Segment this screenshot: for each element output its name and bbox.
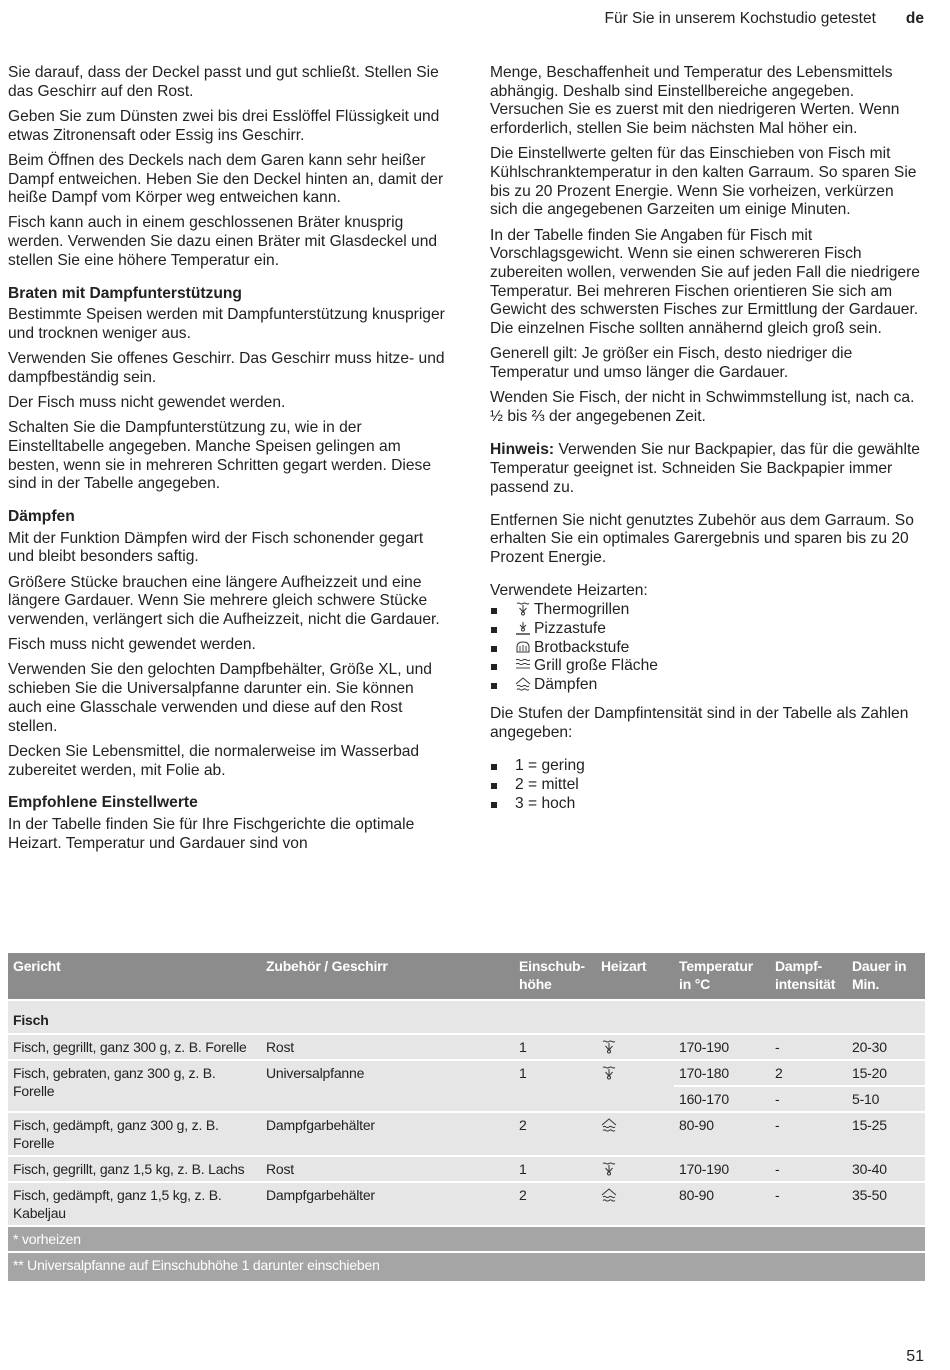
- table-row: [8, 1112, 925, 1156]
- table-group-row: [8, 1000, 925, 1034]
- paragraph: Fisch muss nicht gewendet werden.: [8, 636, 256, 654]
- dish-cell: Fisch, gegrillt, ganz 1,5 kg, z. B. Lachs: [8, 1156, 261, 1182]
- list-item: [490, 676, 922, 695]
- temperature-cell: 80-90: [674, 1182, 770, 1226]
- duration-cell: 30-40: [847, 1156, 925, 1182]
- paragraph: Die Stufen der Dampfintensität sind in der Tabelle als Zahlen angegeben:: [490, 705, 909, 741]
- column-header: Gericht: [8, 953, 261, 1000]
- steam-cell: -: [770, 1112, 847, 1156]
- left-column: [8, 64, 448, 860]
- thermogrill-icon: [601, 1040, 617, 1054]
- level-cell: 2: [514, 1112, 596, 1156]
- heating-cell: [596, 1182, 674, 1226]
- level-cell: 1: [514, 1156, 596, 1182]
- column-header: Einschub- höhe: [514, 953, 596, 1000]
- paragraph: In der Tabelle finden Sie für Ihre Fischgerichte die optimale Heizart. Temperatur und Gardauer sind von: [8, 815, 415, 852]
- list-item: 3 = hoch: [490, 795, 922, 814]
- footnote: * vorheizen: [8, 1226, 925, 1252]
- steam-cell: 2: [770, 1060, 847, 1086]
- dish-cell: Fisch, gegrillt, ganz 300 g, z. B. Forelle: [8, 1034, 261, 1060]
- level-cell: 2: [514, 1182, 596, 1226]
- accessory-cell: Rost: [261, 1034, 514, 1060]
- list-item: 2 = mittel: [490, 776, 922, 795]
- steam-cell: -: [770, 1156, 847, 1182]
- level-cell: 1: [514, 1034, 596, 1060]
- dish-cell: Fisch, gedämpft, ganz 300 g, z. B. Forelle: [8, 1112, 261, 1156]
- group-label: Fisch: [8, 1000, 925, 1034]
- paragraph: Decken Sie Lebensmittel, die normalerweise im Wasserbad zubereitet werden, mit Folie ab.: [8, 742, 420, 779]
- hint-label: Hinweis:: [490, 441, 555, 459]
- temperature-cell: 160-170: [674, 1086, 770, 1112]
- steam-cell: -: [770, 1086, 847, 1112]
- steam-icon: [515, 677, 531, 691]
- temperature-cell: 170-190: [674, 1034, 770, 1060]
- paragraph: Geben Sie zum Dünsten zwei bis drei Esslöffel Flüssigkeit und etwas Zitronensaft oder Essig ins Geschirr.: [8, 107, 440, 144]
- paragraph: Entfernen Sie nicht genutztes Zubehör aus dem Garraum. So erhalten Sie ein optimales Garergebnis und sparen bis zu 20 Prozent Energie.: [490, 511, 914, 567]
- paragraph: Beim Öffnen des Deckels nach dem Garen kann sehr heißer Dampf entweichen. Heben Sie den Deckel hinten an, damit der heiße Dampf vom Körper weg entweichen kann.: [8, 151, 444, 207]
- paragraph: Die Einstellwerte gelten für das Einschieben von Fisch mit Kühlschranktemperatur in den kalten Garraum. So sparen Sie bis zu 20 Prozent Energie. Wenn Sie vorheizen, verkürzen sich die angegebenen Garzeiten um einige Minuten.: [490, 145, 917, 219]
- heating-label: Thermogrillen: [534, 601, 630, 619]
- table-footnote-row: [8, 1252, 925, 1281]
- duration-cell: 20-30: [847, 1034, 925, 1060]
- list-item: [490, 657, 922, 676]
- paragraph: Verwendete Heizarten:: [490, 582, 648, 600]
- temperature-cell: 170-190: [674, 1156, 770, 1182]
- steam-cell: -: [770, 1182, 847, 1226]
- page-number: 51: [906, 1348, 924, 1365]
- heating-label: Brotbackstufe: [534, 638, 630, 656]
- grill-large-icon: [515, 658, 531, 672]
- steam-icon: [601, 1188, 617, 1202]
- paragraph: Der Fisch muss nicht gewendet werden.: [8, 394, 286, 412]
- page-header: [605, 10, 925, 28]
- paragraph: Generell gilt: Je größer ein Fisch, desto niedriger die Temperatur und umso länger die Gardauer.: [490, 345, 853, 382]
- column-header: Heizart: [596, 953, 674, 1000]
- right-column: [490, 64, 922, 823]
- duration-cell: 15-25: [847, 1112, 925, 1156]
- column-header: Dampf- intensität: [770, 953, 847, 1000]
- column-header: Zubehör / Geschirr: [261, 953, 514, 1000]
- bread-icon: [515, 640, 531, 654]
- heating-label: Pizzastufe: [534, 619, 606, 637]
- thermogrill-icon: [601, 1162, 617, 1176]
- section-heading-daempfen: Dämpfen: [8, 508, 75, 526]
- dish-cell: Fisch, gebraten, ganz 300 g, z. B. Forelle: [8, 1060, 261, 1112]
- accessory-cell: Rost: [261, 1156, 514, 1182]
- heating-cell: [596, 1156, 674, 1182]
- paragraph: Wenden Sie Fisch, der nicht in Schwimmstellung ist, nach ca. ½ bis ⅔ der angegebenen Zeit.: [490, 389, 915, 425]
- pizza-icon: [515, 621, 531, 635]
- paragraph: In der Tabelle finden Sie Angaben für Fisch mit Vorschlagsgewicht. Wenn sie einen schwereren Fisch zubereiten wollen, verwenden Sie auf jeden Fall die niedrigere Temperatur. Bei mehreren Fischen orientieren Sie sich am Gewicht des schwersten Fisches zur Ermittlung der Gardauer. Die einzelnen Fische sollten annähernd gleich groß sein.: [490, 226, 920, 338]
- heating-cell: [596, 1112, 674, 1156]
- settings-table: [8, 953, 925, 1281]
- temperature-cell: 80-90: [674, 1112, 770, 1156]
- paragraph: Verwenden Sie offenes Geschirr. Das Geschirr muss hitze- und dampfbeständig sein.: [8, 350, 445, 386]
- list-item: 1 = gering: [490, 757, 922, 776]
- temperature-cell: 170-180: [674, 1060, 770, 1086]
- steam-levels-list: [490, 757, 922, 813]
- dish-cell: Fisch, gedämpft, ganz 1,5 kg, z. B. Kabeljau: [8, 1182, 261, 1226]
- paragraph: Sie darauf, dass der Deckel passt und gut schließt. Stellen Sie das Geschirr auf den Rost.: [8, 64, 439, 100]
- hint-text: Verwenden Sie nur Backpapier, das für die gewählte Temperatur geeignet ist. Schneiden Sie Backpapier immer passend zu.: [490, 441, 920, 496]
- duration-cell: 15-20: [847, 1060, 925, 1086]
- heating-cell: [596, 1034, 674, 1060]
- paragraph: Mit der Funktion Dämpfen wird der Fisch schonender gegart und bleibt besonders saftig.: [8, 529, 424, 566]
- heating-label: Grill große Fläche: [534, 657, 658, 675]
- table-row: [8, 1182, 925, 1226]
- steam-cell: -: [770, 1034, 847, 1060]
- thermogrill-icon: [601, 1066, 617, 1080]
- table-row: [8, 1060, 925, 1086]
- paragraph: Fisch kann auch in einem geschlossenen Bräter knusprig werden. Verwenden Sie dazu einen Bräter mit Glasdeckel und stellen Sie eine höhere Temperatur ein.: [8, 214, 438, 269]
- header-title: Für Sie in unserem Kochstudio getestet: [604, 10, 876, 27]
- steam-icon: [601, 1118, 617, 1132]
- section-heading-einstellwerte: Empfohlene Einstellwerte: [8, 794, 198, 812]
- heating-cell: [596, 1060, 674, 1112]
- paragraph: Menge, Beschaffenheit und Temperatur des Lebensmittels abhängig. Deshalb sind Einstellbereiche angegeben. Versuchen Sie es zuerst mit den niedrigeren Werten. Wenn erforderlich, stellen Sie beim nächsten Mal höher ein.: [490, 64, 900, 138]
- list-item: [490, 620, 922, 639]
- list-item: [490, 639, 922, 658]
- section-heading-braten: Braten mit Dampfunterstützung: [8, 284, 242, 302]
- table-row: [8, 1034, 925, 1060]
- level-cell: 1: [514, 1060, 596, 1112]
- heating-label: Dämpfen: [534, 676, 598, 694]
- hint-note: [490, 441, 922, 497]
- accessory-cell: Dampfgarbehälter: [261, 1182, 514, 1226]
- table-header-row: [8, 953, 925, 1000]
- duration-cell: 35-50: [847, 1182, 925, 1226]
- column-header: Dauer in Min.: [847, 953, 925, 1000]
- list-item: [490, 601, 922, 620]
- paragraph: Bestimmte Speisen werden mit Dampfunterstützung knuspriger und trocknen weniger aus.: [8, 306, 445, 342]
- thermogrill-icon: [515, 602, 531, 616]
- table-footnote-row: [8, 1226, 925, 1252]
- table-row: [8, 1156, 925, 1182]
- column-header: Temperatur in °C: [674, 953, 770, 1000]
- accessory-cell: Dampfgarbehälter: [261, 1112, 514, 1156]
- duration-cell: 5-10: [847, 1086, 925, 1112]
- paragraph: Verwenden Sie den gelochten Dampfbehälter, Größe XL, und schieben Sie die Universalpfanne darunter ein. Sie können auch eine Glasschale verwenden und diese auf den Rost stellen.: [8, 661, 432, 735]
- paragraph: Größere Stücke brauchen eine längere Aufheizzeit und eine längere Gardauer. Wenn Sie mehrere gleich schwere Stücke verwenden, verlängert sich die Aufheizzeit, nicht die Gardauer.: [8, 573, 440, 629]
- footnote: ** Universalpfanne auf Einschubhöhe 1 darunter einschieben: [8, 1252, 925, 1281]
- accessory-cell: Universalpfanne: [261, 1060, 514, 1112]
- paragraph: Schalten Sie die Dampfunterstützung zu, wie in der Einstelltabelle angegeben. Manche Speisen gelingen am besten, wenn sie in mehreren Schritten gegart werden. Diese sind in der Tabelle angegeben.: [8, 419, 431, 493]
- heating-types-list: [490, 601, 922, 695]
- language-code: de: [905, 10, 924, 27]
